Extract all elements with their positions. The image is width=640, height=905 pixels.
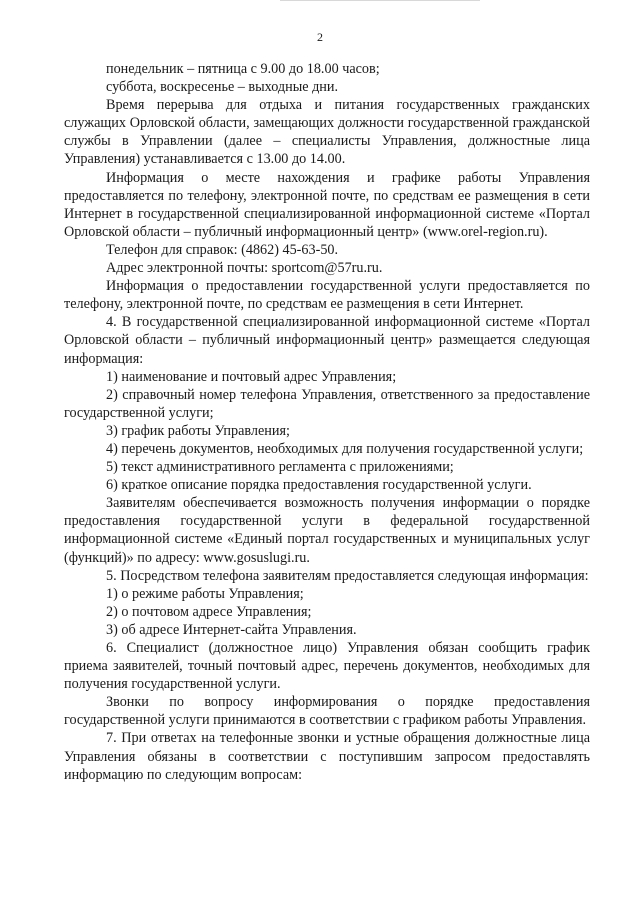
paragraph-item-6: 6. Специалист (должностное лицо) Управления обязан сообщить график приема заявителей, точный почтовый адрес, перечень документов, необходимых для получения государственной услуги. bbox=[64, 640, 590, 693]
paragraph-schedule-weekdays: понедельник – пятница с 9.00 до 18.00 часов; bbox=[106, 61, 380, 77]
scan-artifact bbox=[280, 0, 480, 1]
list-item: 1) о режиме работы Управления; bbox=[106, 585, 304, 602]
paragraph-email: Адрес электронной почты: sportcom@57ru.ru. bbox=[106, 260, 383, 277]
paragraph-phone: Телефон для справок: (4862) 45-63-50. bbox=[106, 241, 339, 258]
list-item: 3) об адресе Интернет-сайта Управления. bbox=[106, 621, 357, 638]
paragraph-item-7: 7. При ответах на телефонные звонки и устные обращения должностные лица Управления обязаны в соответствии с поступившим запросом предоставлять информацию по следующим вопросам: bbox=[64, 730, 590, 783]
document-body bbox=[64, 60, 590, 784]
paragraph-schedule-weekend: суббота, воскресенье – выходные дни. bbox=[106, 79, 339, 96]
list-item: 2) о почтовом адресе Управления; bbox=[106, 603, 312, 620]
list-item: 2) справочный номер телефона Управления, ответственного за предоставление государственной услуги; bbox=[64, 386, 590, 421]
paragraph-calls: Звонки по вопросу информирования о порядке предоставления государственной услуги принимаются в соответствии с графиком работы Управления. bbox=[64, 694, 590, 729]
paragraph-item-4: 4. В государственной специализированной информационной системе «Портал Орловской области – публичный информационный центр» размещается следующая информация: bbox=[64, 314, 590, 367]
list-item: 5) текст административного регламента с приложениями; bbox=[106, 459, 454, 476]
list-item: 6) краткое описание порядка предоставления государственной услуги. bbox=[106, 477, 532, 494]
page-number: 2 bbox=[317, 30, 323, 44]
paragraph-gosuslugi: Заявителям обеспечивается возможность получения информации о порядке предоставления государственной услуги в федеральной государственной информационной системе «Единый портал государственных и муниципальных услуг (функций)» по адресу: www.gosuslugi.ru. bbox=[64, 495, 590, 566]
list-item: 1) наименование и почтовый адрес Управления; bbox=[106, 368, 397, 385]
list-item: 4) перечень документов, необходимых для получения государственной услуги; bbox=[106, 440, 584, 457]
paragraph-location-info: Информация о месте нахождения и графике работы Управления предоставляется по телефону, электронной почте, по средствам ее размещения в сети Интернет в государственной специализированной информационной системе «Портал Орловской области – публичный информационный центр» (www.orel-region.ru). bbox=[64, 169, 590, 240]
paragraph-break-time: Время перерыва для отдыха и питания государственных гражданских служащих Орловской области, замещающих должности государственной гражданской службы в Управлении (далее – специалисты Управления, должностные лица Управления) устанавливается с 13.00 до 14.00. bbox=[64, 97, 590, 168]
paragraph-service-info: Информация о предоставлении государственной услуги предоставляется по телефону, электронной почте, по средствам ее размещения в сети Интернет. bbox=[64, 278, 590, 313]
list-item: 3) график работы Управления; bbox=[106, 422, 290, 439]
paragraph-item-5: 5. Посредством телефона заявителям предоставляется следующая информация: bbox=[106, 567, 589, 584]
